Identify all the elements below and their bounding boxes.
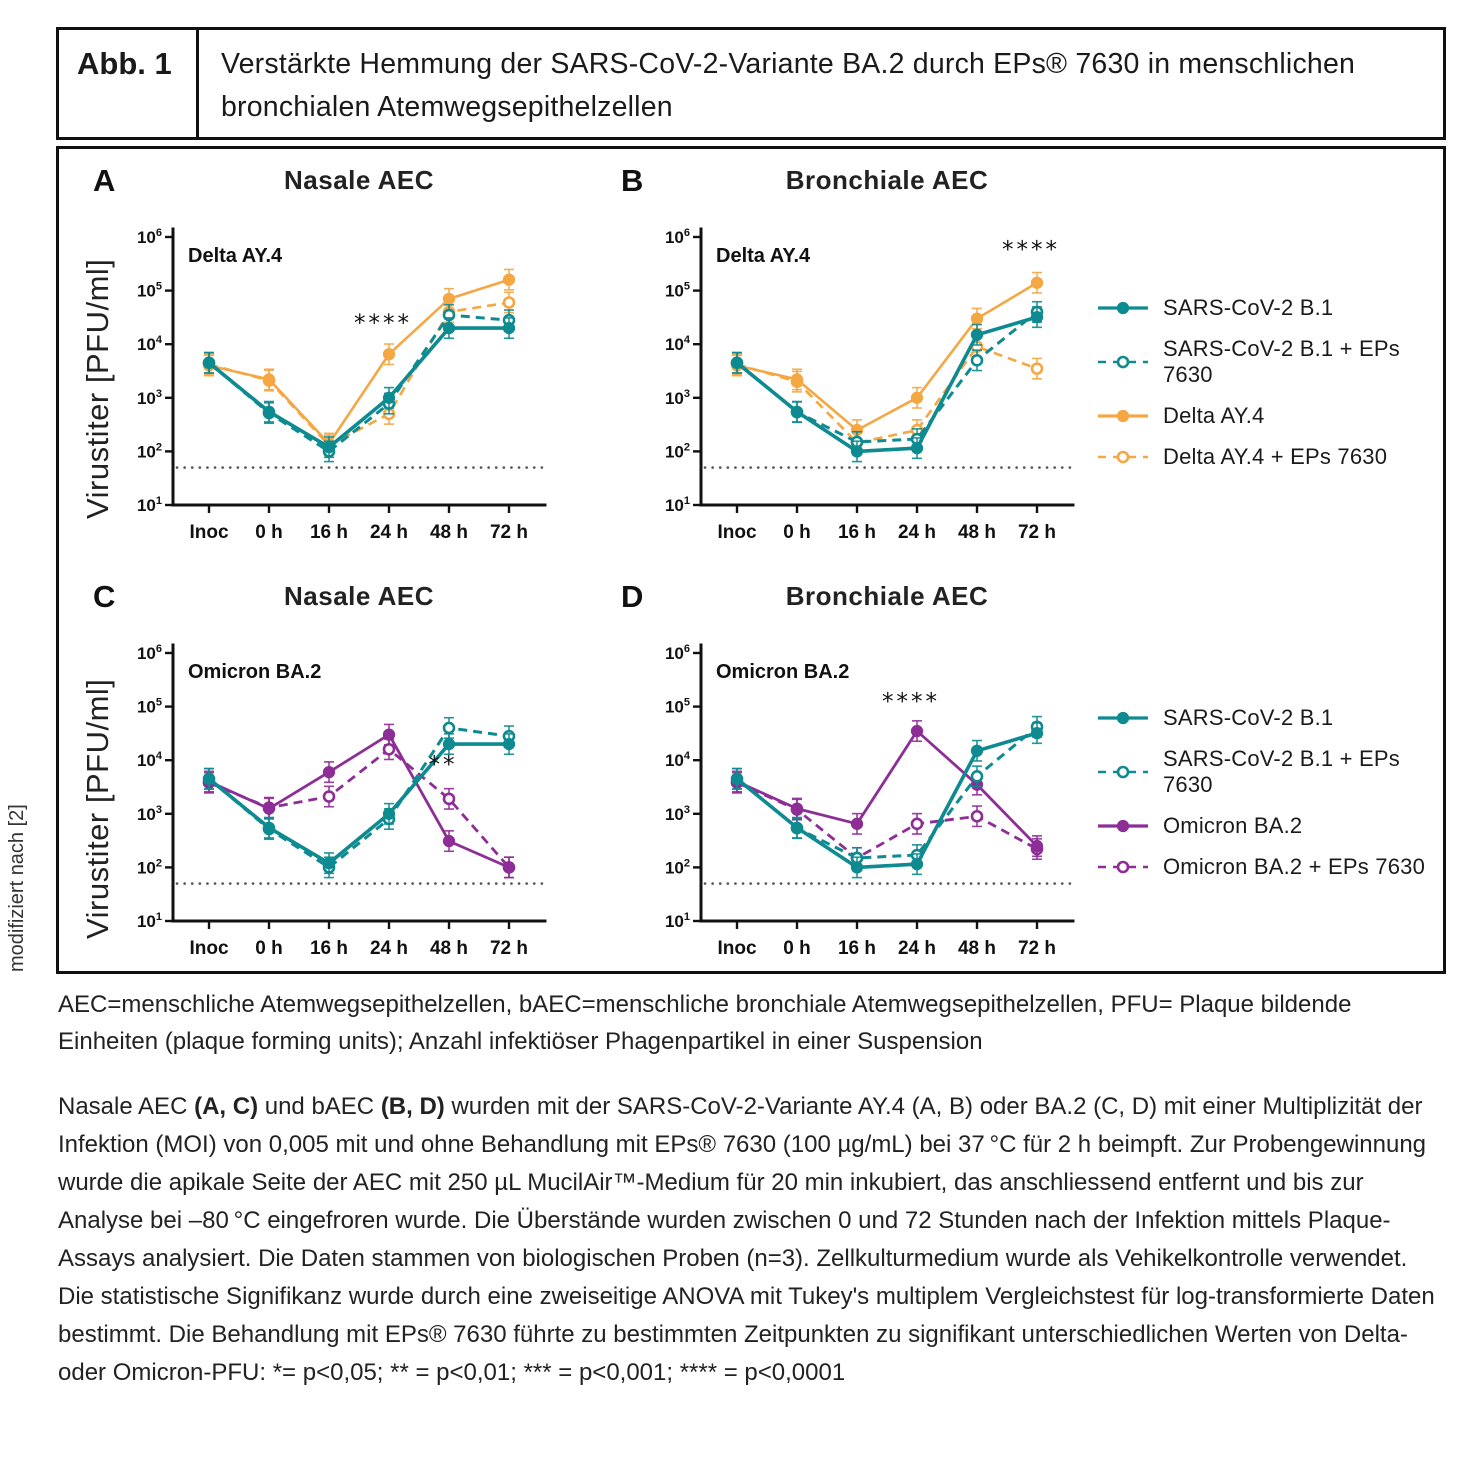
svg-text:102: $10^2$	[136, 857, 162, 878]
svg-text:104: $10^4$	[136, 750, 162, 771]
series-sars-cov-2-b-1-eps-7630	[732, 717, 1042, 869]
chart-panel-header	[93, 577, 557, 619]
legend-delta	[1095, 295, 1445, 485]
svg-text:Inoc: Inoc	[189, 938, 229, 959]
variant-label: Omicron BA.2	[716, 661, 850, 683]
chart-panel-header	[621, 577, 1085, 619]
panel-letter: C	[93, 579, 116, 614]
legend-label: Delta AY.4	[1163, 403, 1265, 428]
axes	[701, 229, 1073, 505]
svg-text:16 h: 16 h	[837, 938, 877, 959]
svg-text:48 h: 48 h	[429, 938, 469, 959]
svg-text:105: $10^5$	[136, 696, 162, 717]
variant-label: Delta AY.4	[188, 245, 283, 267]
variant-label: Omicron BA.2	[188, 661, 322, 683]
chart-svg-C	[107, 619, 557, 971]
svg-text:102: $10^2$	[664, 441, 690, 462]
chart-svg-D	[635, 619, 1085, 971]
panel-letter: A	[93, 163, 116, 198]
series-omicron-ba-2	[204, 724, 515, 877]
svg-text:103: $10^3$	[136, 803, 162, 824]
svg-text:103: $10^3$	[664, 803, 690, 824]
svg-text:24 h: 24 h	[897, 522, 937, 543]
svg-text:101: $10^1$	[136, 495, 162, 515]
y-axis-label-bottom: Virustiter [PFU/ml]	[80, 678, 115, 940]
chart-panel-header	[621, 161, 1085, 203]
panel-title: Bronchiale AEC	[785, 581, 989, 611]
panel-title: Nasale AEC	[284, 581, 434, 611]
y-axis-label-top: Virustiter [PFU/ml]	[80, 258, 115, 520]
svg-text:48 h: 48 h	[429, 522, 469, 543]
caption-definitions: AEC=menschliche Atemwegsepithelzellen, bAEC=menschliche bronchiale Atemwegsepithelzellen, PFU= Plaque bildende Einheiten (plaque forming units); Anzahl infektiöser Phagenpartikel in einer Suspension	[58, 991, 1352, 1056]
significance-annotation: ****	[1002, 237, 1060, 264]
legend-solid-line-icon	[1095, 816, 1151, 836]
svg-text:0 h: 0 h	[255, 938, 283, 959]
significance-annotation: ****	[354, 310, 412, 337]
svg-text:16 h: 16 h	[309, 938, 349, 959]
svg-text:72 h: 72 h	[489, 938, 529, 959]
x-ticks	[189, 921, 528, 959]
legend-label: Delta AY.4 + EPs 7630	[1163, 444, 1388, 469]
panel-title: Nasale AEC	[284, 165, 434, 195]
legend-item	[1095, 403, 1445, 429]
svg-text:0 h: 0 h	[783, 938, 811, 959]
legend-label: Omicron BA.2 + EPs 7630	[1163, 854, 1426, 879]
svg-text:106: $10^6$	[664, 643, 690, 663]
chart-svg-A	[107, 203, 557, 555]
svg-text:101: $10^1$	[664, 495, 690, 515]
svg-text:Inoc: Inoc	[189, 522, 229, 543]
svg-text:104: $10^4$	[664, 334, 690, 355]
series-sars-cov-2-b-1-eps-7630	[732, 302, 1042, 452]
legend-label: SARS-CoV-2 B.1 + EPs 7630	[1163, 336, 1400, 387]
svg-text:24 h: 24 h	[369, 522, 409, 543]
axes	[173, 229, 545, 505]
svg-text:Inoc: Inoc	[717, 938, 757, 959]
significance-annotation: **	[428, 752, 458, 779]
svg-text:48 h: 48 h	[957, 938, 997, 959]
svg-text:72 h: 72 h	[1017, 938, 1057, 959]
figure-title: Verstärkte Hemmung der SARS-CoV-2-Variante BA.2 durch EPs® 7630 in menschlichen bronchialen Atemwegsepithelzellen	[221, 48, 1356, 123]
svg-text:103: $10^3$	[136, 387, 162, 408]
legend-item	[1095, 444, 1445, 470]
caption-bold-segment: (A, C)	[194, 1093, 259, 1120]
svg-text:72 h: 72 h	[489, 522, 529, 543]
legend-dashed-line-icon	[1095, 857, 1151, 877]
x-ticks	[189, 505, 528, 543]
y-ticks	[137, 643, 173, 931]
caption-body	[58, 1088, 1446, 1392]
caption-text-segment: wurden mit der SARS-CoV-2-Variante AY.4 (A, B) oder BA.2 (C, D) mit einer Multiplizität der Infektion (MOI) von 0,005 mit und ohne Behandlung mit EPs® 7630 (100 µg/mL) bei 37 °C für 2 h beimpft. Zur Probengewinnung wurde die apikale Seite der AEC mit 250 µL MucilAir™-Medium für 20 min inkubiert, das anschliessend entfernt und bis zur Analyse bei –80 °C eingefroren wurde. Die Überstände wurden zwischen 0 und 72 Stunden nach der Infektion mittels Plaque-Assays analysiert. Die Daten stammen von biologischen Proben (n=3). Zellkulturmedium wurde als Vehikelkontrolle verwendet. Die statistische Signifikanz wurde durch eine zweiseitige ANOVA mit Tukey's multiplem Vergleichstest für log-transformierte Daten bestimmt. Die Behandlung mit EPs® 7630 führte zu bestimmten Zeitpunkten zu signifikant unterschiedlichen Werten von Delta- oder Omicron-PFU: *= p<0,05; ** = p<0,01; *** = p<0,001; **** = p<0,0001	[58, 1093, 1435, 1387]
svg-text:101: $10^1$	[136, 911, 162, 931]
legend-solid-line-icon	[1095, 298, 1151, 318]
series-omicron-ba-2-eps-7630	[204, 739, 514, 878]
series-sars-cov-2-b-1	[732, 307, 1043, 462]
chart-panel-D	[621, 577, 1085, 976]
legend-dashed-line-icon	[1095, 447, 1151, 467]
caption-bold-segment: (B, D)	[380, 1093, 445, 1120]
svg-text:101: $10^1$	[664, 911, 690, 931]
legend-dashed-line-icon	[1095, 762, 1151, 782]
svg-text:105: $10^5$	[136, 280, 162, 301]
legend-solid-line-icon	[1095, 708, 1151, 728]
panel-letter: D	[621, 579, 644, 614]
legend-item	[1095, 854, 1445, 880]
series-omicron-ba-2	[732, 721, 1043, 856]
x-ticks	[717, 921, 1056, 959]
y-ticks	[665, 227, 701, 515]
svg-text:104: $10^4$	[136, 334, 162, 355]
svg-text:104: $10^4$	[664, 750, 690, 771]
x-ticks	[717, 505, 1056, 543]
svg-text:106: $10^6$	[136, 227, 162, 247]
svg-text:0 h: 0 h	[255, 522, 283, 543]
legend-label: SARS-CoV-2 B.1	[1163, 295, 1334, 320]
series-sars-cov-2-b-1	[204, 318, 515, 457]
legend-item	[1095, 705, 1445, 731]
significance-annotation: ****	[882, 689, 940, 716]
axes	[173, 645, 545, 921]
svg-text:105: $10^5$	[664, 696, 690, 717]
chart-panel-B	[621, 161, 1085, 560]
legend-dashed-line-icon	[1095, 352, 1151, 372]
panel-title: Bronchiale AEC	[785, 165, 989, 195]
variant-label: Delta AY.4	[716, 245, 811, 267]
figure-panel-container	[56, 146, 1446, 974]
y-ticks	[665, 643, 701, 931]
svg-text:103: $10^3$	[664, 387, 690, 408]
caption-text-segment: Nasale AEC	[58, 1093, 195, 1120]
legend-label: SARS-CoV-2 B.1	[1163, 705, 1334, 730]
legend-item	[1095, 746, 1445, 798]
source-note: modifiziert nach [2]	[6, 804, 28, 972]
series-omicron-ba-2-eps-7630	[732, 773, 1042, 869]
chart-svg-B	[635, 203, 1085, 555]
svg-text:106: $10^6$	[136, 643, 162, 663]
svg-text:72 h: 72 h	[1017, 522, 1057, 543]
legend-omicron	[1095, 705, 1445, 895]
svg-text:0 h: 0 h	[783, 522, 811, 543]
legend-label: Omicron BA.2	[1163, 813, 1303, 838]
svg-text:102: $10^2$	[664, 857, 690, 878]
series-sars-cov-2-b-1-eps-7630	[204, 718, 514, 878]
axes	[701, 645, 1073, 921]
figure-title-bar	[56, 27, 1446, 140]
svg-text:48 h: 48 h	[957, 522, 997, 543]
svg-text:24 h: 24 h	[897, 938, 937, 959]
svg-text:102: $10^2$	[136, 441, 162, 462]
legend-item	[1095, 295, 1445, 321]
legend-solid-line-icon	[1095, 406, 1151, 426]
svg-text:16 h: 16 h	[837, 522, 877, 543]
series-delta-ay-4	[732, 273, 1043, 441]
svg-text:105: $10^5$	[664, 280, 690, 301]
svg-text:16 h: 16 h	[309, 522, 349, 543]
svg-text:Inoc: Inoc	[717, 522, 757, 543]
svg-text:24 h: 24 h	[369, 938, 409, 959]
legend-item	[1095, 336, 1445, 388]
panel-letter: B	[621, 163, 644, 198]
legend-item	[1095, 813, 1445, 839]
svg-text:106: $10^6$	[664, 227, 690, 247]
figure-number: Abb. 1	[59, 30, 199, 137]
chart-panel-header	[93, 161, 557, 203]
legend-label: SARS-CoV-2 B.1 + EPs 7630	[1163, 746, 1400, 797]
caption-text-segment: und bAEC	[258, 1093, 381, 1120]
y-ticks	[137, 227, 173, 515]
